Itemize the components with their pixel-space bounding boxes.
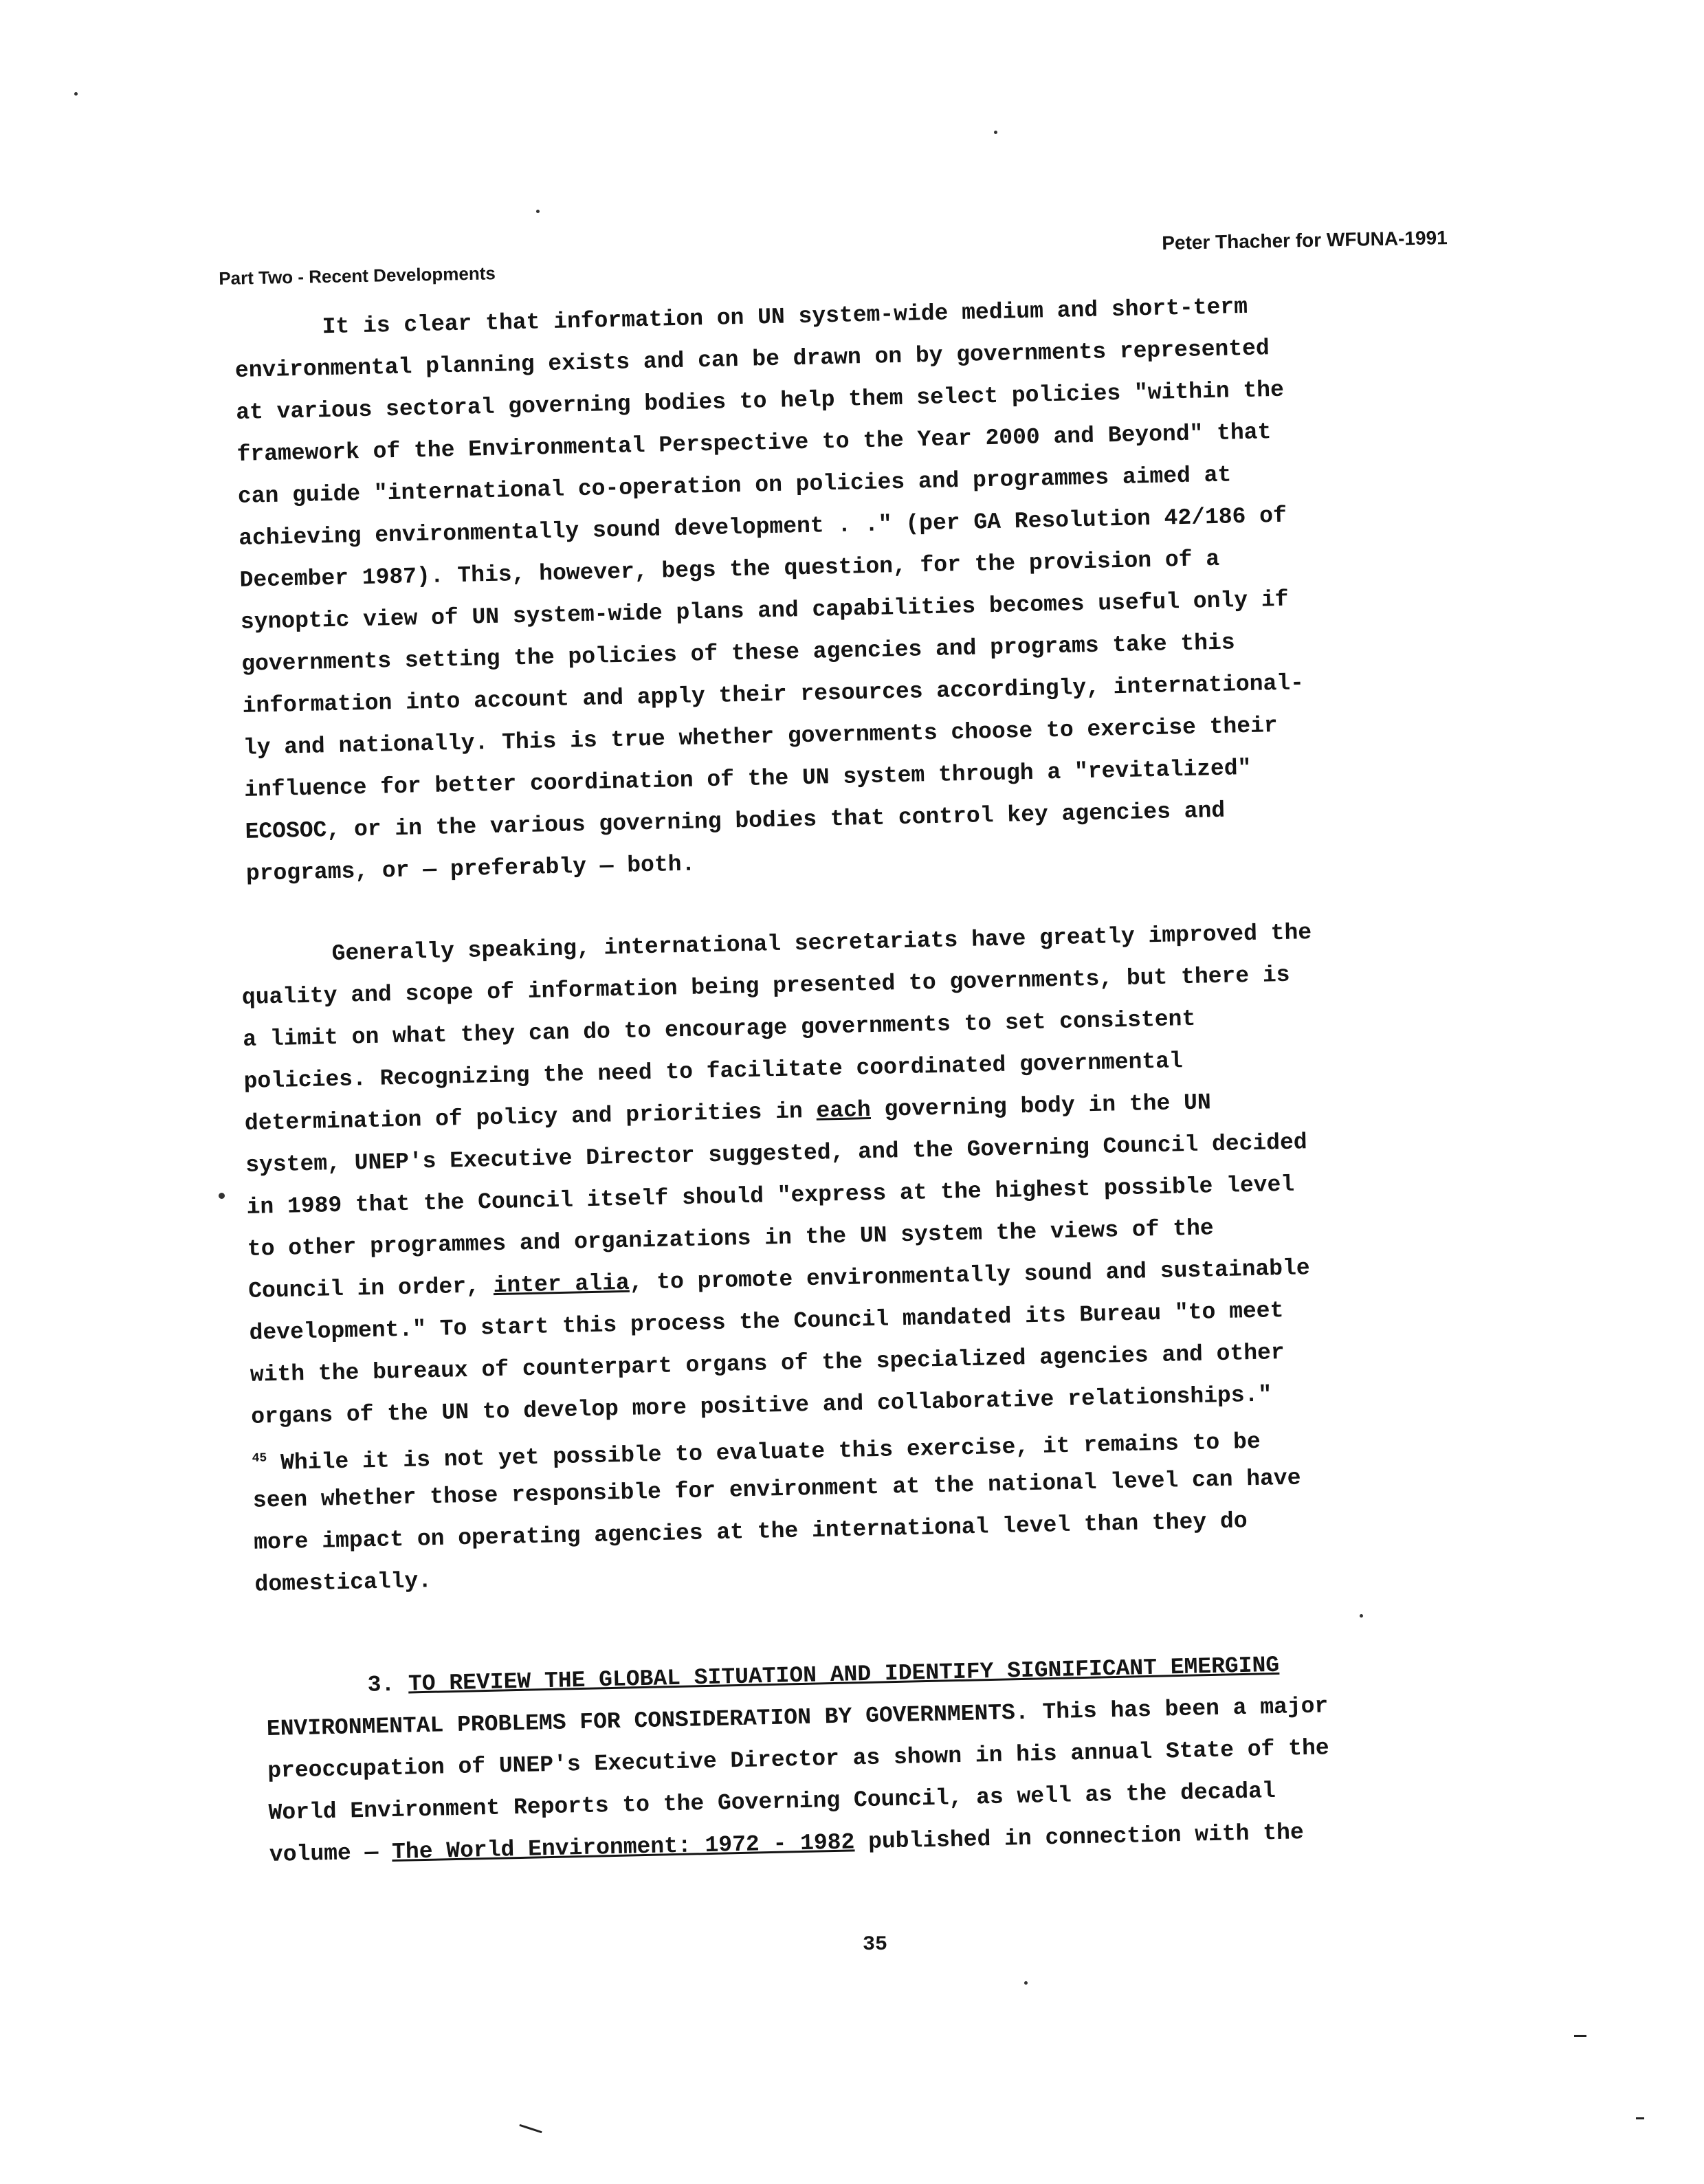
text-line: World Environment Reports to the Governing Council, as well as the decadal [268,1778,1276,1826]
section-number: 3. [367,1671,395,1698]
scan-speck [74,92,78,96]
text-segment: determination of policy and priorities in [244,1098,817,1136]
scan-speck [536,210,540,213]
text-line: ECOSOC, or in the various governing bodies that control key agencies and [245,797,1226,845]
text-line: in 1989 that the Council itself should "express at the highest possible level [246,1171,1295,1220]
text-segment: volume — [269,1840,392,1868]
scan-mark [1574,2035,1586,2037]
text-line: achieving environmentally sound development . ." (per GA Resolution 42/186 of [238,503,1287,551]
text-line: environmental planning exists and can be drawn on by governments represented [234,335,1270,384]
text-segment: published in connection with the [854,1820,1305,1855]
scan-speck [219,1193,225,1199]
text-line: December 1987). This, however, begs the question, for the provision of a [239,546,1220,593]
text-line: information into account and apply their resources accordingly, international- [242,670,1305,719]
text-line: organs of the UN to develop more positive and collaborative relationships." [250,1382,1272,1430]
footnote-marker: 45 [252,1451,267,1466]
text-line: It is clear that information on UN system-wide medium and short-term [322,294,1248,340]
scan-speck [1024,1981,1028,1985]
text-line: framework of the Environmental Perspective to the Year 2000 and Beyond" that [236,419,1272,467]
section-heading: TO REVIEW THE GLOBAL SITUATION AND IDENTIFY SIGNIFICANT EMERGING [408,1652,1280,1697]
text-line: system, UNEP's Executive Director suggested, and the Governing Council decided [245,1129,1308,1178]
scan-mark [1636,2117,1644,2119]
text-line: to other programmes and organizations in the UN system the views of the [247,1215,1215,1262]
text-segment: While it is not yet possible to evaluate this exercise, it remains to be [266,1429,1261,1477]
text-line: can guide "international co-operation on policies and programmes aimed at [237,462,1232,509]
section-3 [265,1643,1331,1876]
text-segment: Council in order, [247,1273,494,1304]
paragraph-1 [234,285,1308,894]
text-line: at various sectoral governing bodies to help them select policies "within the [235,377,1285,426]
header-section: Part Two - Recent Developments [219,263,496,289]
section-heading-continued: ENVIRONMENTAL PROBLEMS FOR CONSIDERATION BY GOVERNMENTS. [266,1699,1030,1742]
underlined-phrase: inter alia [493,1270,630,1299]
paragraph-2 [241,912,1326,1606]
text-segment: This has been a major [1028,1693,1329,1725]
text-line: development." To start this process the Council mandated its Bureau "to meet [249,1298,1284,1346]
underlined-word: each [816,1097,872,1124]
text-line: governments setting the policies of these agencies and programs take this [241,630,1236,677]
text-line: ly and nationally. This is true whether governments choose to exercise their [243,713,1279,761]
text-line: quality and scope of information being presented to governments, but there is [241,962,1290,1011]
header-author: Peter Thacher for WFUNA-1991 [1162,227,1448,254]
book-title: The World Environment: 1972 - 1982 [391,1829,855,1866]
text-line: preoccupation of UNEP's Executive Director as shown in his annual State of the [267,1735,1330,1784]
text-segment: governing body in the UN [870,1090,1212,1123]
page-number: 35 [863,1933,888,1956]
text-line: seen whether those responsible for environment at the national level can have [252,1465,1301,1514]
text-line: more impact on operating agencies at the international level than they do [253,1508,1248,1556]
scan-speck [1360,1614,1363,1618]
text-line: influence for better coordination of the UN system through a "revitalized" [243,755,1252,803]
text-line: synoptic view of UN system-wide plans and capabilities becomes useful only if [240,586,1289,635]
text-line: with the bureaux of counterpart organs of the specialized agencies and other [250,1340,1285,1388]
text-segment: , to promote environmentally sound and sustainable [629,1255,1311,1296]
text-line: Generally speaking, international secretariats have greatly improved the [331,920,1312,967]
scan-speck [994,131,997,134]
text-line: domestically. [254,1568,432,1598]
text-line: a limit on what they can do to encourage governments to set consistent [242,1006,1196,1052]
text-line: programs, or — preferably — both. [245,851,696,887]
text-line: policies. Recognizing the need to facilitate coordinated governmental [243,1048,1184,1094]
scan-mark [519,2124,542,2133]
